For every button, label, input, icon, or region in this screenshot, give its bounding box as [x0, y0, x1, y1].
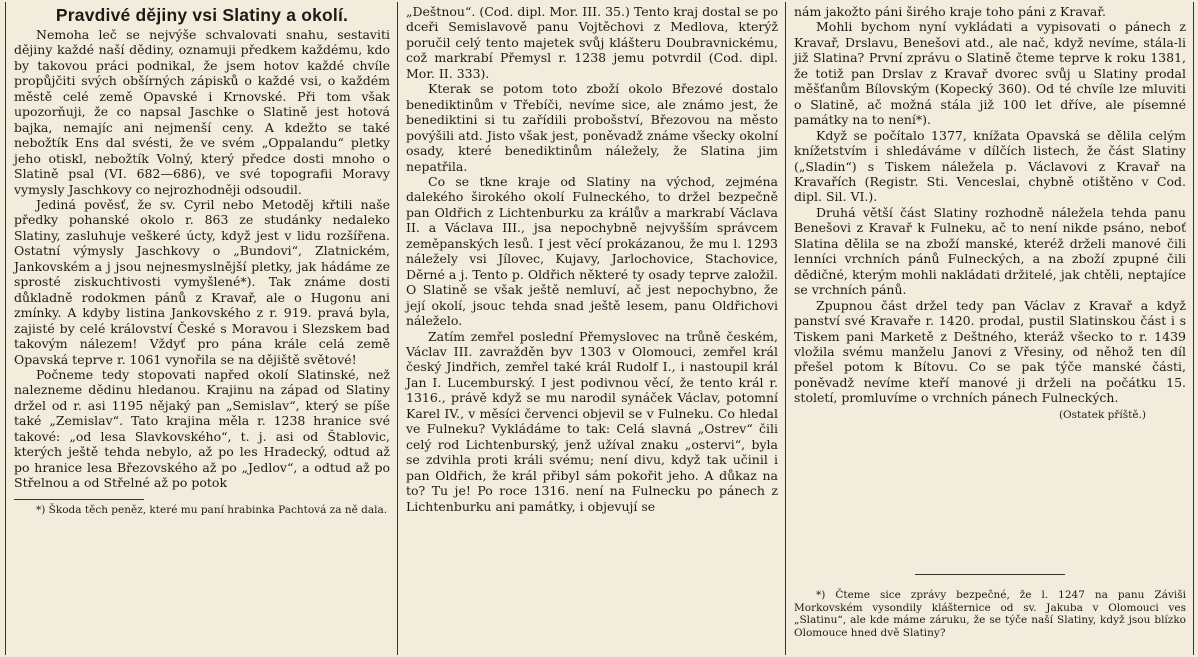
column-3	[786, 4, 1192, 657]
paragraph: Když se počítalo 1377, knížata Opavská se dělila celým knížetstvím i shledáváme v dílčích listech, že část Slatiny („Sladin“) s Tiskem náležela p. Václavovi z Kravař na Kravařích (Registr. Sti. Venceslai, chybně otištěno v Cod. dipl. Sil. VI.).	[794, 127, 1186, 205]
paragraph: nám jakožto páni širého kraje toho páni z Kravař.	[794, 4, 1106, 19]
footnote-divider	[14, 499, 144, 500]
paragraph: Druhá větší část Slatiny rozhodně náležela tehda panu Benešovi z Kravař k Fulneku, ač to není nikde psáno, neboť Slatina dělila se na zboží manské, kteréž drželi manové čili lenníci vrchních pánů Fulneckých, a na zboží zpupné čili dědičné, kterým mohli nakládati držitelé, jak chtěli, neptajíce se vrchních pánů.	[794, 204, 1186, 298]
paragraph: Zatím zemřel poslední Přemyslovec na trůně českém, Václav III. zavražděn byv 1303 v Olomouci, zemřel král český Jindřich, zemřel také král Rudolf I., i nastoupil král Jan I. Lucemburský. I jest podivnou věcí, že tento král r. 1316., právě když se mu narodil synáček Václav, potomní Karel IV., v měsíci červenci objevil se v Fulneku. Co hledal ve Fulneku? Vykládáme to tak: Celá slavná „Ostrev“ čili celý rod Lichtenburský, jenž užíval znaku „ostervi“, byla se zdvihla proti králi svému; není divu, když tak učinil i pan Oldřich, že král přibyl sám pokořit jeho. A důkaz na to? Tu je! Po roce 1316. není na Fulnecku po pánech z Lichtenburku ani památky, i objevují se	[406, 328, 778, 514]
footnote: *) Škoda těch peněz, které mu paní hrabinka Pachtová za ně dala.	[36, 503, 388, 516]
continued-note: (Ostatek příště.)	[1058, 408, 1146, 421]
footnote: *) Čteme sice zprávy bezpečné, že l. 1247 na panu Záviši Morkovském vysondily klášternice od sv. Jakuba v Olomouci ves „Slatinu“, ale kde máme záruku, že se týče naší Slatiny, když jsou blízko Olomouce hned dvě Slatiny?	[794, 589, 1186, 639]
paragraph: Zpupnou část držel tedy pan Václav z Kravař a když panství své Kravaře r. 1420. prodal, pustil Slatinskou část i s Tiskem pani Marketě z Deštného, kteráž všecko to r. 1439 vložila svému manželu Janovi z Vřesiny, od něhož ten díl přešel potom k Bítovu. Co se pak týče manské části, poněvadž nevíme kteří manové ji drželi na počátku 15. století, promluvíme o vrchních pánech Fulneckých.	[794, 297, 1186, 406]
footnote-block	[794, 574, 1186, 639]
article-title: Pravdivé dějiny vsi Slatiny a okolí.	[55, 5, 349, 25]
paragraph: Mohli bychom nyní vykládati a vypisovati o pánech z Kravař, Drslavu, Benešovi atd., ale nač, když nevíme, stála-li již Slatina? První zprávu o Slatině čteme teprve k roku 1381, že totiž pan Drslav z Kravař dvorec svůj u Slatiny prodal měšťanům Bílovským (Kopecký 360). Od té chvíle lze mluviti o Slatině, ač možná stála již 100 let dříve, ale písemné památky na to není*).	[794, 19, 1186, 128]
paragraph: Co se tkne kraje od Slatiny na východ, zejména dalekého širokého okolí Fulneckého, to držel bezpečně pan Oldřich z Lichtenburku za králův a markrabí Václava II. a Václava III., jsa nepochybně nejvyšším správcem zeměpanských lesů. I jest věcí prokázanou, že mu l. 1293 náležely vsi Jílovec, Kujavy, Jarlochovice, Stachovice, Děrné a j. Tento p. Oldřich některé ty osady teprve založil. O Slatině se však ještě nemluví, ač jest nepochybno, že její okolí, jsouc tehda snad ještě lesem, panu Oldřichovi náleželo.	[406, 173, 778, 329]
column-1	[6, 4, 396, 657]
column-2	[398, 4, 784, 657]
paragraph: „Deštnou“. (Cod. dipl. Mor. III. 35.) Tento kraj dostal se po dceři Semislavově panu Vojtěchovi z Medlova, kterýž poručil celý tento majetek svůj klášteru Doubravnickému, což markrabí Přemysl r. 1238 jemu potvrdil (Cod. dipl. Mor. II. 333).	[406, 4, 778, 81]
paragraph: Počneme tedy stopovati napřed okolí Slatinské, než nalezneme dědinu hledanou. Krajinu na západ od Slatiny držel od r. asi 1195 nějaký pan „Semislav“, který se píše také „Zemislav“. Tato krajina měla r. 1238 hranice své takové: „od lesa Slavkovského“, t. j. asi od Štablovic, kterých ještě tehda nebylo, až po les Hradecký, odtud až po hranice lesa Březovského až po „Jedlov“, a odtud až po Střelnou a od Střelné až po potok	[14, 366, 390, 491]
right-border	[1193, 2, 1194, 655]
paragraph: Nemoha leč se nejvýše schvalovati snahu, sestaviti dějiny každé naší dědiny, oznamuji předkem každému, kdo by takovou práci podnikal, že jsem hotov každé chvíle propůjčiti svých obšírných zápisků o každé vsi, o každém městě celé země Opavské i Krnovské. Při tom však upozorňuji, že co napsal Jaschke o Slatině jest hotová bajka, nemajíc ani nejmenší ceny. A kdežto se také nebožtík Ens dal svésti, že ve svém „Oppalandu“ pletky jeho otiskl, nebožtík Volný, který předce dosti mnoho o Slatině psal (VI. 682—686), ve své topografii Moravy vymysly Jaschkovy co nejrozhodněji odsoudil.	[14, 27, 390, 197]
paragraph: Jediná pověsť, že sv. Cyril nebo Metoděj křtili naše předky pohanské okolo r. 863 ze studánky nedaleko Slatiny, zasluhuje veškeré úcty, když jest v lidu rozšířena. Ostatní výmysly Jaschkovy o „Bundovi“, Zlatnickém, Jankovském a j jsou nejnesmyslnější pletky, jak hádáme ze sprosté ziskuchtivosti vymyšlené*). Tak známe dosti důkladně rodokmen pánů z Kravař, ale o Hugonu ani zmínky. A kdyby listina Jankovského z r. 919. pravá byla, zajisté by celé království České s Moravou i Slezskem bad takovým nálezem! Vždyť pro pána krále celá země Opavská teprve r. 1061 vynořila se na dějiště světové!	[14, 196, 390, 367]
paragraph: Kterak se potom toto zboží okolo Březové dostalo benediktinům v Třebíči, nevíme sice, ale známo jest, že benediktini si tu zařídili probošství, Březovou na město povýšili atd. Jisto však jest, poněvadž známe všecky okolní osady, které benediktinům náležely, že Slatina jim nepatřila.	[406, 81, 778, 174]
